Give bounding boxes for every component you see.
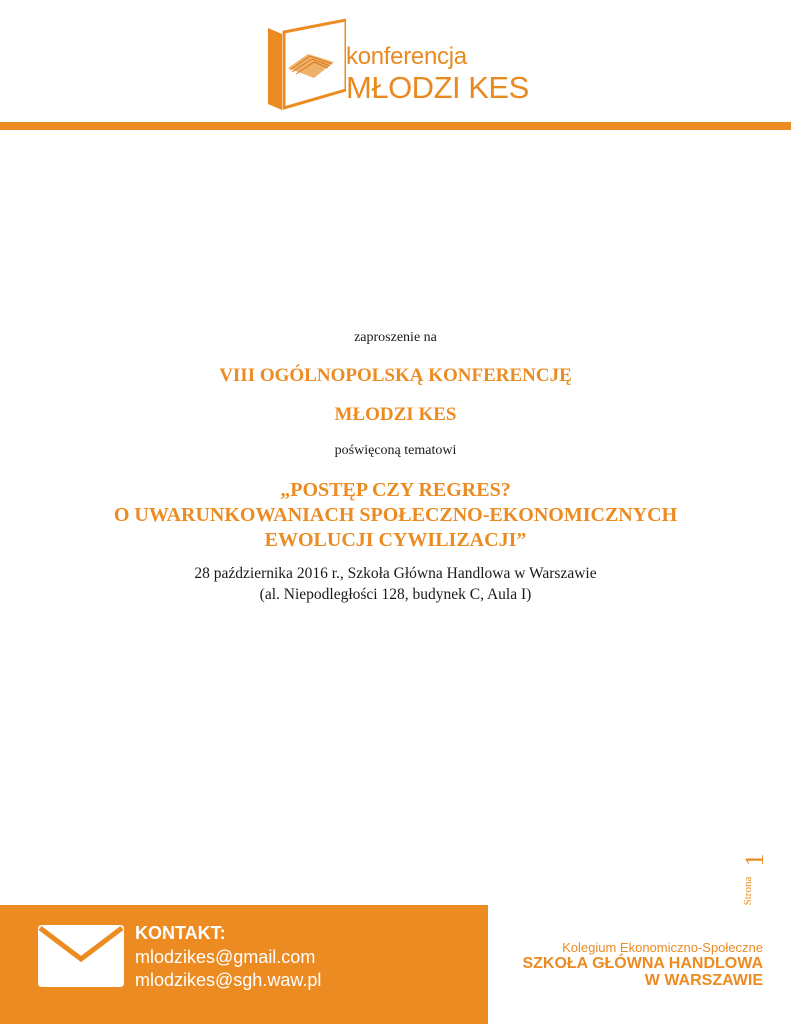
conference-logo [266,18,546,114]
page-number: 1 [740,853,769,867]
address: (al. Niepodległości 128, budynek C, Aula I) [259,586,532,603]
invitation-body [0,330,791,605]
logo-text-konferencja: konferencja [346,43,467,70]
date-place: 28 października 2016 r., Szkoła Główna Handlowa w Warszawie [194,565,597,582]
subtitle-text: poświęconą tematowi [334,443,457,458]
contact-email-2[interactable]: mlodzikes@sgh.waw.pl [135,970,322,990]
school-city: W WARSZAWIE [644,972,763,989]
conference-title-line-3: EWOLUCJI CYWILIZACJI” [264,529,527,551]
logo-text-mlodzi-kes: MŁODZI KES [346,70,529,105]
conference-title-line-2: O UWARUNKOWANIACH SPOŁECZNO-EKONOMICZNYCH [113,504,678,526]
page-marker [740,845,769,915]
school-college: Kolegium Ekonomiczno-Społeczne [562,940,763,955]
conference-title-line-1: „POSTĘP CZY REGRES? [280,479,511,501]
envelope-icon [38,925,124,987]
book-logo-icon [266,18,346,114]
conference-name: MŁODZI KES [334,404,457,425]
page-label: Strona [742,876,754,906]
school-name [522,940,763,989]
header-divider [0,122,791,130]
contact-label: KONTAKT: [135,923,226,943]
school-title: SZKOŁA GŁÓWNA HANDLOWA [522,955,763,972]
conference-heading: VIII OGÓLNOPOLSKĄ KONFERENCJĘ [219,365,572,386]
intro-text: zaproszenie na [354,330,437,345]
contact-email-1[interactable]: mlodzikes@gmail.com [135,947,316,967]
contact-box [0,905,488,1024]
